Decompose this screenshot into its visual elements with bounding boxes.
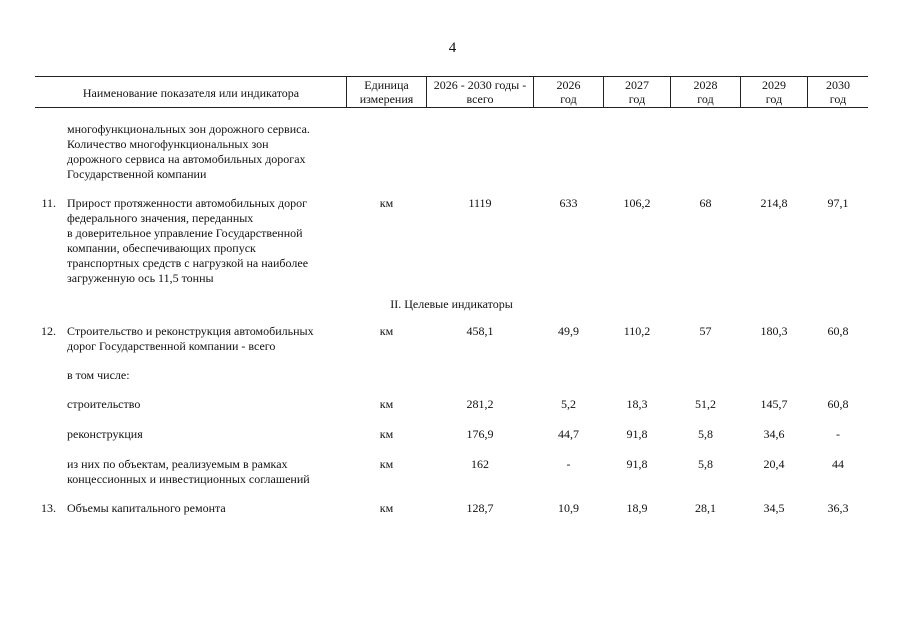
construction-unit: км	[379, 397, 394, 411]
row13-2030: 36,3	[827, 501, 849, 515]
row11-2030: 97,1	[827, 196, 849, 210]
header-bottom-rule	[35, 107, 868, 108]
row12-total: 458,1	[466, 324, 494, 338]
row13-unit: км	[379, 501, 394, 515]
construction-label: строительство	[67, 397, 141, 411]
row11-total: 1119	[468, 196, 492, 210]
row-number: 12.	[41, 324, 56, 338]
header-total-line1: 2026 - 2030 годы -	[433, 78, 527, 92]
including-label: в том числе:	[67, 368, 130, 382]
row12-2029: 180,3	[760, 324, 788, 338]
header-2028-label: год	[697, 92, 714, 106]
row12-name	[67, 324, 314, 354]
reconstruction-total: 176,9	[466, 427, 494, 441]
row11-2027: 106,2	[623, 196, 651, 210]
concession-label-line: из них по объектам, реализуемым в рамках	[67, 457, 288, 471]
row12-2028: 57	[699, 324, 712, 338]
row12-2030: 60,8	[827, 324, 849, 338]
row13-2026: 10,9	[558, 501, 579, 515]
header-total-line2: всего	[466, 92, 494, 106]
concession-label	[67, 457, 310, 487]
row12-name-line: дорог Государственной компании - всего	[67, 339, 276, 353]
concession-label-line: концессионных и инвестиционных соглашений	[67, 472, 310, 486]
reconstruction-2027: 91,8	[626, 427, 648, 441]
row11-name-line: федерального значения, переданных	[67, 211, 254, 225]
continuation-line: Государственной компании	[67, 167, 207, 181]
row11-2028: 68	[699, 196, 712, 210]
reconstruction-2029: 34,6	[763, 427, 785, 441]
row11-2029: 214,8	[760, 196, 788, 210]
header-unit-line2: измерения	[359, 92, 414, 106]
header-2027-year: 2027	[625, 78, 649, 92]
concession-total: 162	[471, 457, 489, 471]
header-name	[36, 86, 346, 100]
reconstruction-2028: 5,8	[698, 427, 713, 441]
construction-2029: 145,7	[760, 397, 788, 411]
row12-2027: 110,2	[623, 324, 651, 338]
row12-2026: 49,9	[558, 324, 579, 338]
concession-2027: 91,8	[626, 457, 648, 471]
header-2028	[671, 78, 740, 106]
header-2026-year: 2026	[556, 78, 581, 92]
header-2028-year: 2028	[693, 78, 718, 92]
header-2029-label: год	[765, 92, 783, 106]
header-total	[427, 78, 533, 106]
concession-2030: 44	[832, 457, 844, 471]
row11-unit: км	[379, 196, 394, 210]
header-2027	[604, 78, 670, 106]
row11-name-line: загруженную ось 11,5 тонны	[67, 271, 214, 285]
continuation-line: Количество многофункциональных зон	[67, 137, 269, 151]
row11-name-line: транспортных средств с нагрузкой на наиболее	[67, 256, 309, 270]
row13-2029: 34,5	[763, 501, 785, 515]
construction-2030: 60,8	[827, 397, 849, 411]
section-title: II. Целевые индикаторы	[390, 297, 513, 311]
header-2029	[741, 78, 807, 106]
row12-name-line: Строительство и реконструкция автомобильных	[67, 324, 314, 338]
header-top-rule	[35, 76, 868, 77]
reconstruction-unit: км	[379, 427, 394, 441]
continuation-line: многофункциональных зон дорожного сервиса.	[67, 122, 310, 136]
header-2030	[808, 78, 868, 106]
header-unit-line1: Единица	[364, 78, 409, 92]
row11-name-line: компании, обеспечивающих пропуск	[67, 241, 256, 255]
concession-2028: 5,8	[698, 457, 713, 471]
page-number: 4	[448, 40, 457, 56]
reconstruction-2030: -	[836, 427, 840, 441]
construction-2027: 18,3	[626, 397, 648, 411]
construction-total: 281,2	[466, 397, 494, 411]
row13-2028: 28,1	[695, 501, 716, 515]
header-2026-label: год	[560, 92, 577, 106]
header-2029-year: 2029	[762, 78, 786, 92]
header-2027-label: год	[628, 92, 646, 106]
header-unit	[347, 78, 426, 106]
header-2030-label: год	[829, 92, 847, 106]
row11-name-line: в доверительное управление Государственной	[67, 226, 303, 240]
row11-name	[67, 196, 308, 286]
row11-name-line: Прирост протяженности автомобильных дорог	[67, 196, 308, 210]
reconstruction-label: реконструкция	[67, 427, 143, 441]
row12-unit: км	[379, 324, 394, 338]
row13-name: Объемы капитального ремонта	[67, 501, 226, 515]
concession-2029: 20,4	[763, 457, 785, 471]
row-number: 11.	[41, 196, 56, 210]
header-2026	[534, 78, 603, 106]
concession-unit: км	[379, 457, 394, 471]
row13-2027: 18,9	[626, 501, 648, 515]
row-number: 13.	[41, 501, 56, 515]
concession-2026: -	[566, 457, 571, 471]
continuation-text	[67, 122, 310, 182]
row13-total: 128,7	[466, 501, 494, 515]
reconstruction-2026: 44,7	[558, 427, 579, 441]
header-2030-year: 2030	[826, 78, 850, 92]
construction-2028: 51,2	[695, 397, 716, 411]
header-name-text: Наименование показателя или индикатора	[82, 86, 300, 100]
row11-2026: 633	[559, 196, 578, 210]
continuation-line: дорожного сервиса на автомобильных дорогах	[67, 152, 306, 166]
construction-2026: 5,2	[561, 397, 576, 411]
